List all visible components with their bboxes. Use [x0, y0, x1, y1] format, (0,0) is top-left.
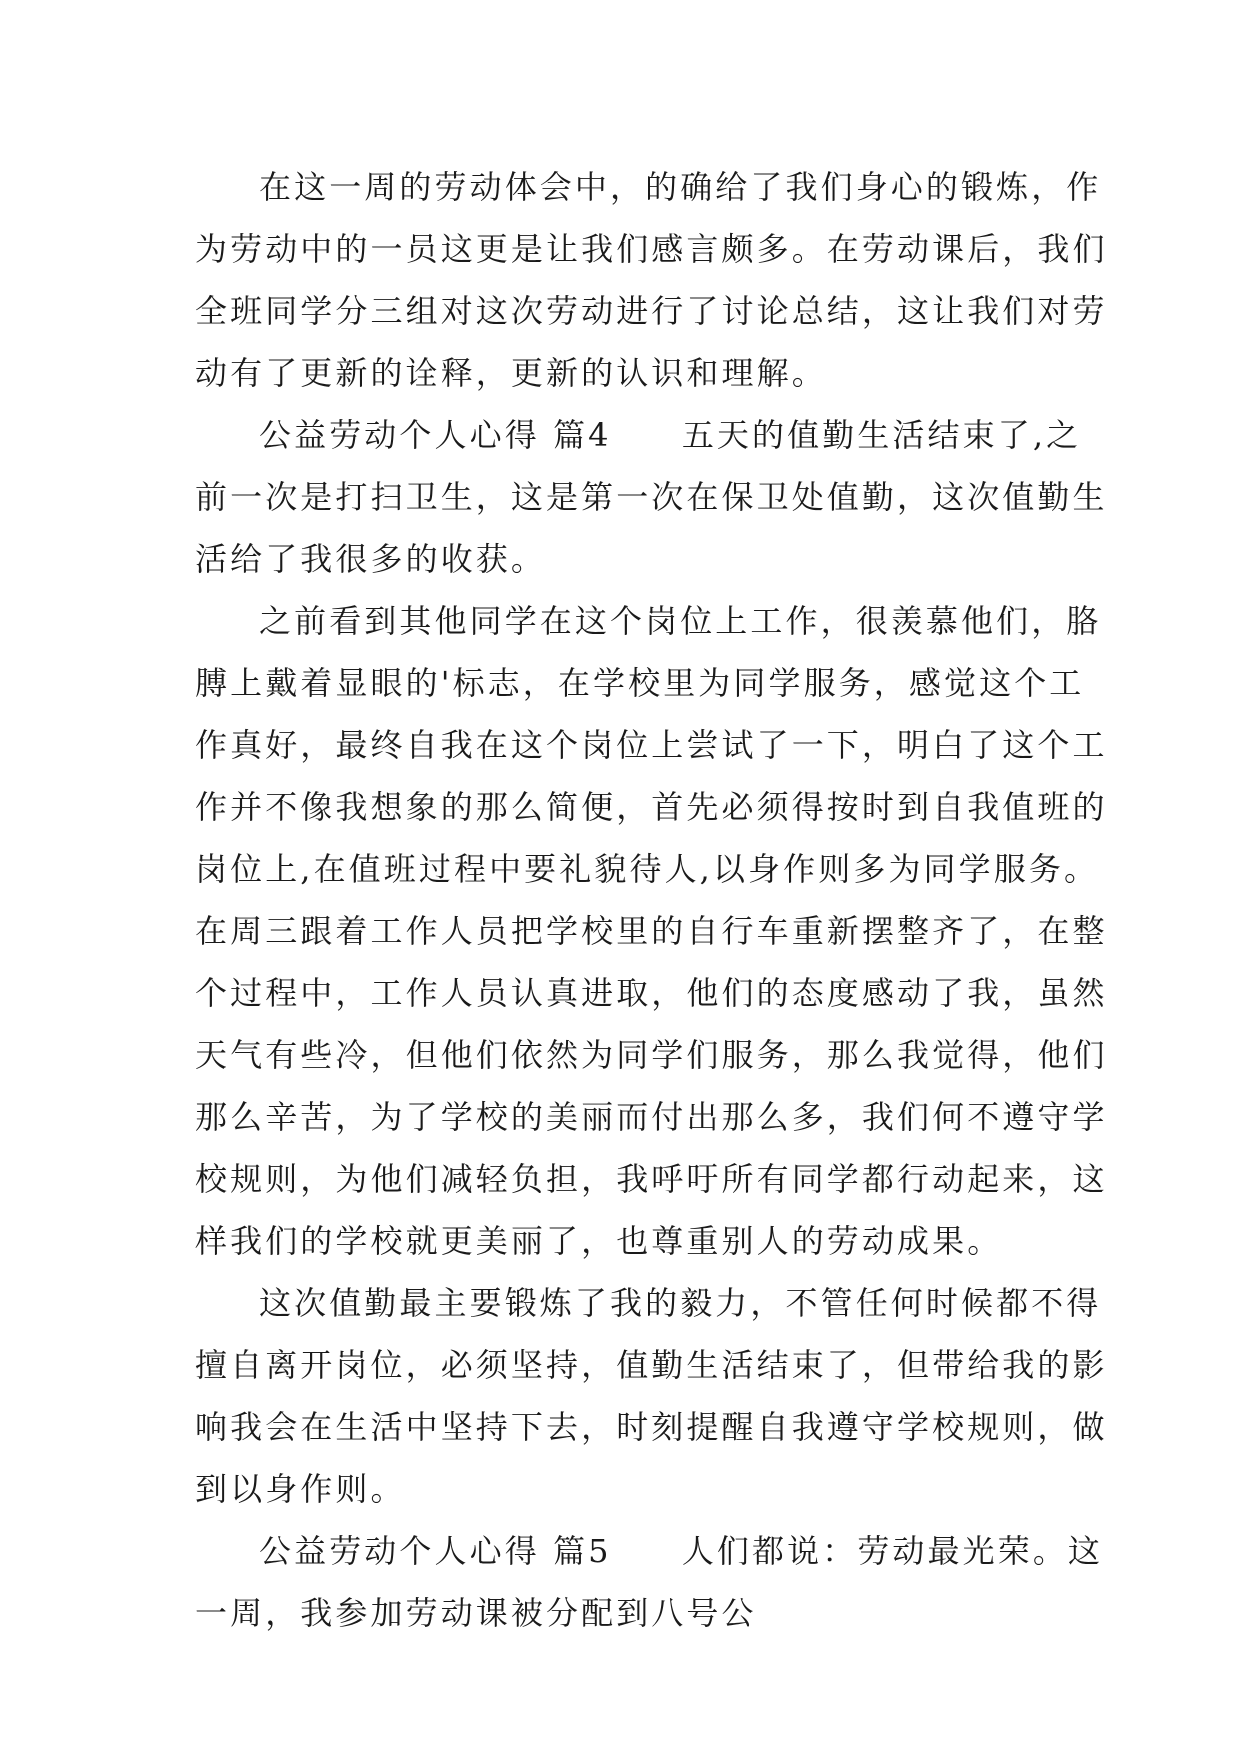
- paragraph-3-line-10: 校规则，为他们减轻负担，我呼吁所有同学都行动起来，这: [195, 1160, 1108, 1198]
- section-4-heading-line: 公益劳动个人心得 篇4 五天的值勤生活结束了,之: [259, 416, 1082, 454]
- paragraph-4-line-4: 到以身作则。: [195, 1470, 406, 1508]
- paragraph-3-line-6: 在周三跟着工作人员把学校里的自行车重新摆整齐了，在整: [195, 912, 1108, 950]
- paragraph-1-line-4: 动有了更新的诠释，更新的认识和理解。: [195, 354, 827, 392]
- paragraph-4-line-3: 响我会在生活中坚持下去，时刻提醒自我遵守学校规则，做: [195, 1408, 1108, 1446]
- paragraph-3-line-2: 膊上戴着显眼的'标志，在学校里为同学服务，感觉这个工: [195, 664, 1085, 702]
- paragraph-2-line-3: 活给了我很多的收获。: [195, 540, 547, 578]
- paragraph-3-line-11: 样我们的学校就更美丽了，也尊重别人的劳动成果。: [195, 1222, 1003, 1260]
- paragraph-5-line-2: 一周，我参加劳动课被分配到八号公: [195, 1594, 757, 1632]
- paragraph-4-line-2: 擅自离开岗位，必须坚持，值勤生活结束了，但带给我的影: [195, 1346, 1108, 1384]
- paragraph-3-line-1: 之前看到其他同学在这个岗位上工作，很羡慕他们，胳: [259, 602, 1102, 640]
- paragraph-1-line-3: 全班同学分三组对这次劳动进行了讨论总结，这让我们对劳: [195, 292, 1108, 330]
- paragraph-3-line-9: 那么辛苦，为了学校的美丽而付出那么多，我们何不遵守学: [195, 1098, 1108, 1136]
- paragraph-3-line-5: 岗位上,在值班过程中要礼貌待人,以身作则多为同学服务。: [195, 850, 1100, 888]
- paragraph-1-line-2: 为劳动中的一员这更是让我们感言颇多。在劳动课后，我们: [195, 230, 1108, 268]
- paragraph-3-line-4: 作并不像我想象的那么简便，首先必须得按时到自我值班的: [195, 788, 1108, 826]
- document-body: [195, 156, 1108, 1644]
- paragraph-3-line-3: 作真好，最终自我在这个岗位上尝试了一下，明白了这个工: [195, 726, 1108, 764]
- paragraph-1-line-1: 在这一周的劳动体会中，的确给了我们身心的锻炼，作: [259, 168, 1102, 206]
- paragraph-4-line-1: 这次值勤最主要锻炼了我的毅力，不管任何时候都不得: [259, 1284, 1102, 1322]
- paragraph-3-line-7: 个过程中，工作人员认真进取，他们的态度感动了我，虽然: [195, 974, 1108, 1012]
- paragraph-2-line-2: 前一次是打扫卫生，这是第一次在保卫处值勤，这次值勤生: [195, 478, 1108, 516]
- paragraph-3-line-8: 天气有些冷，但他们依然为同学们服务，那么我觉得，他们: [195, 1036, 1108, 1074]
- section-5-heading-line: 公益劳动个人心得 篇5 人们都说：劳动最光荣。这: [259, 1532, 1104, 1570]
